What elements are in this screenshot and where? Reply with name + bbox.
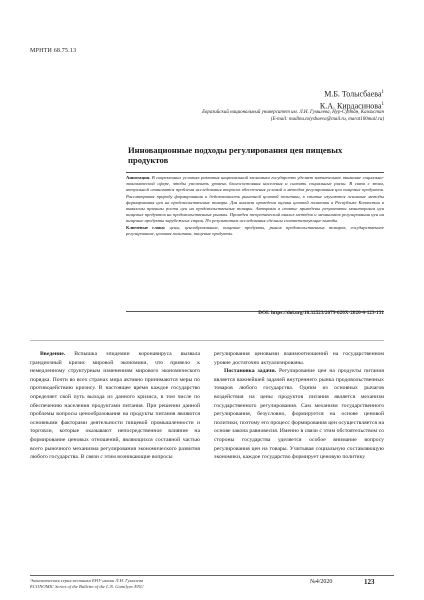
doi-link[interactable]: DOI: https://doi.org/10.32523/2079-620X-2020-4-123-131 [258, 310, 384, 316]
journal-name-ru: Экономическая серия вестника ЕНУ имени Л.Н. Гумилева [30, 578, 144, 583]
abstract-block [126, 172, 384, 312]
footer-journal [30, 578, 143, 590]
body-column-right [214, 350, 384, 562]
authors [320, 88, 384, 111]
keywords-text: цены, ценообразование, пищевые продукты, рынок продовольственных товаров, государственное регулирование, ценовая политика, пищевые продукты. [126, 224, 384, 236]
abstract-text: В современных условиях развития национальной экономики государство уделяет значительное внимание социально-экономической сфере, чтобы увеличить уровень благосостояния населения и снизить социальные риски. В связи с этим, актуальной становится проблема исследования вопросов обеспечения условий и методов регулирования цен пищевых продуктов. Рассматривая природу формирования и действенность рыночной ценовой политики, в статье изучаются основные методы формирования цен на продовольственные товары. Для анализа проведена оценка ценовой политики в Республике Казахстан и выявлены причины роста цен на продовольственные товары. Авторами в статье приведены результаты мониторинга цен пищевых продуктов на продовольственных рынках. Проведен теоретический анализ методов и механизмов регулирования цен на пищевые продукты зарубежных стран. По результатам исследования сделаны соответствующие выводы. [126, 175, 384, 224]
problem-paragraph [214, 367, 384, 462]
section-divider [30, 340, 384, 341]
author-2: К.А. Кирдасинова$^1$ [319, 101, 384, 111]
journal-name-en: ECONOMIC Series of the Bulletin of the L.N. Gumilyov ENU [30, 583, 144, 589]
affiliation-email: (E-mail: madina.tolysbaeva@mail.ru, marat100mail.ru) [270, 116, 384, 122]
footer-divider [30, 575, 394, 576]
abstract-label: Аннотация. [126, 175, 151, 180]
affiliation [90, 110, 384, 123]
keywords-label: Ключевые слова: [126, 224, 166, 230]
body-column-left [30, 350, 200, 562]
continuation-paragraph: регулирования ценовыми взаимоотношений на государственном уровне достаточно актуализированы. [214, 351, 384, 366]
problem-text: Регулирование цен на продукты питания является важнейшей задачей внутреннего рынка продовольственных товаров любого государства. Одним из основных рычагов воздействия на цены продуктов питания является механизм государственного регулирования. Сам механизм государственного регулирования, безусловно, формируется на основе ценовой политики, поэтому его процесс формирования цен осуществляется на основе закона равновесия. Именно в связи с этим обстоятельством со стороны государства уделяется особое внимание вопросу регулирования цен на товары. Учитывая социальную составляющую экономики, каждое государство формирует ценовую политику [214, 368, 384, 461]
author-1: М.Б. Толысбаева$^1$ [324, 89, 384, 99]
article-title: Инновационные подходы регулирования цен пищевых продуктов [128, 145, 343, 165]
affiliation-university: Евразийский национальный университет им. Л.Н. Гумилева, Нур-Султан, Казахстан [202, 110, 384, 115]
keywords-paragraph [126, 225, 384, 237]
abstract-paragraph [126, 175, 384, 225]
intro-text: Вспышка эпидемии коронавируса вызвала грандиозный кризис мировой экономики, что привело к немедленному структурным изменениям мирового экономического порядка. Почти во всех странах мира активно принимаются меры по противодействию кризису. В настоящее время каждое государство определяет свой путь выхода из данного кризиса, в том числе по обеспечению населения продуктами питания. При решении данной проблемы вопросы ценообразования на продукты питания являются основными факторами деятельности пищевой промышленности и торговли, которые оказывают непосредственное влияние на формирование ценовых отношений, являющихся составной частью всего рыночного механизма регулирования экономического развития любого государства. В связи с этим возникающие вопросы [30, 351, 200, 461]
page-number: 123 [364, 578, 375, 586]
intro-paragraph [30, 350, 200, 462]
intro-label: Введение. [40, 351, 66, 357]
grnti-code: МРНТИ 68.75.13 [30, 48, 77, 54]
issue-number: №4/2020 [310, 579, 333, 585]
problem-label: Постановка задачи. [224, 368, 277, 375]
